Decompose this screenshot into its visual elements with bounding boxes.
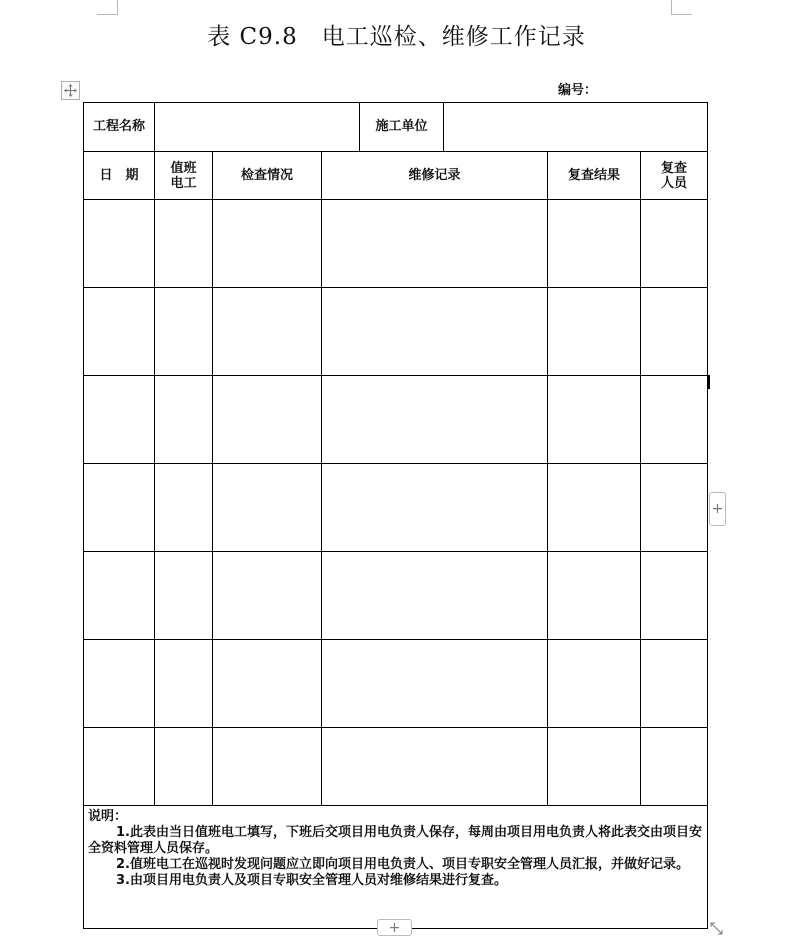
recheck-result-cell[interactable] — [548, 552, 641, 640]
inspection-cell[interactable] — [213, 376, 322, 464]
rechecker-cell[interactable] — [641, 640, 708, 728]
maintenance-cell[interactable] — [322, 552, 548, 640]
duty-electrician-cell[interactable] — [155, 552, 213, 640]
page-corner-mark-left — [97, 0, 118, 15]
header-rechecker-line2: 人员 — [661, 175, 688, 191]
rechecker-cell[interactable] — [641, 728, 708, 806]
maintenance-cell[interactable] — [322, 200, 548, 288]
recheck-result-cell[interactable] — [548, 640, 641, 728]
note-item-1: 1.此表由当日值班电工填写，下班后交项目用电负责人保存，每周由项目用电负责人将此表交由项目安全资料管理人员保存。 — [88, 825, 702, 856]
inspection-cell[interactable] — [213, 288, 322, 376]
date-cell[interactable] — [84, 640, 155, 728]
duty-electrician-cell[interactable] — [155, 200, 213, 288]
header-date: 日 期 — [84, 152, 155, 200]
recheck-result-cell[interactable] — [548, 288, 641, 376]
inspection-record-table — [83, 102, 708, 929]
header-duty-line1: 值班 — [170, 160, 197, 176]
table-row — [84, 728, 708, 806]
duty-electrician-cell[interactable] — [155, 288, 213, 376]
duty-electrician-cell[interactable] — [155, 728, 213, 806]
inspection-cell[interactable] — [213, 464, 322, 552]
header-duty-electrician — [155, 152, 213, 200]
recheck-result-cell[interactable] — [548, 376, 641, 464]
maintenance-cell[interactable] — [322, 288, 548, 376]
header-recheck-result: 复查结果 — [548, 152, 641, 200]
note-item-3: 3.由项目用电负责人及项目专职安全管理人员对维修结果进行复查。 — [116, 873, 507, 888]
header-rechecker — [641, 152, 708, 200]
recheck-result-cell[interactable] — [548, 464, 641, 552]
add-row-button[interactable]: + — [377, 919, 412, 936]
duty-electrician-cell[interactable] — [155, 640, 213, 728]
notes-heading: 说明： — [88, 809, 128, 824]
date-cell[interactable] — [84, 552, 155, 640]
maintenance-cell[interactable] — [322, 728, 548, 806]
project-name-field[interactable] — [155, 103, 360, 152]
date-cell[interactable] — [84, 288, 155, 376]
recheck-result-cell[interactable] — [548, 728, 641, 806]
recheck-result-cell[interactable] — [548, 200, 641, 288]
move-icon — [64, 84, 77, 97]
construction-unit-field[interactable] — [444, 103, 708, 152]
rechecker-cell[interactable] — [641, 288, 708, 376]
add-column-button[interactable]: + — [709, 492, 726, 526]
note-item-2: 2.值班电工在巡视时发现问题应立即向项目用电负责人、项目专职安全管理人员汇报，并做好记录。 — [116, 857, 689, 872]
maintenance-cell[interactable] — [322, 464, 548, 552]
table-row — [84, 200, 708, 288]
date-cell[interactable] — [84, 728, 155, 806]
page-corner-mark-right — [671, 0, 692, 15]
resize-icon — [710, 922, 723, 935]
table-move-handle[interactable] — [61, 81, 80, 100]
rechecker-cell[interactable] — [641, 552, 708, 640]
notes-cell — [84, 806, 708, 929]
table-row — [84, 640, 708, 728]
date-cell[interactable] — [84, 376, 155, 464]
maintenance-cell[interactable] — [322, 640, 548, 728]
project-name-label: 工程名称 — [84, 103, 155, 152]
notes-row — [84, 806, 708, 929]
table-row — [84, 376, 708, 464]
document-title: 表 C9.8 电工巡检、维修工作记录 — [207, 24, 586, 50]
rechecker-cell[interactable] — [641, 464, 708, 552]
maintenance-cell[interactable] — [322, 376, 548, 464]
rechecker-cell[interactable] — [641, 200, 708, 288]
table-row — [84, 288, 708, 376]
construction-unit-label: 施工单位 — [360, 103, 444, 152]
column-header-row — [84, 152, 708, 200]
inspection-cell[interactable] — [213, 640, 322, 728]
header-duty-line2: 电工 — [170, 175, 197, 191]
text-cursor — [708, 375, 710, 389]
code-number-label: 编号： — [558, 83, 598, 98]
date-cell[interactable] — [84, 464, 155, 552]
header-inspection: 检查情况 — [213, 152, 322, 200]
date-cell[interactable] — [84, 200, 155, 288]
table-row — [84, 552, 708, 640]
duty-electrician-cell[interactable] — [155, 376, 213, 464]
duty-electrician-cell[interactable] — [155, 464, 213, 552]
inspection-cell[interactable] — [213, 552, 322, 640]
header-rechecker-line1: 复查 — [661, 160, 688, 176]
header-maintenance: 维修记录 — [322, 152, 548, 200]
rechecker-cell[interactable] — [641, 376, 708, 464]
project-info-row — [84, 103, 708, 152]
table-row — [84, 464, 708, 552]
inspection-cell[interactable] — [213, 728, 322, 806]
table-resize-handle[interactable] — [708, 920, 724, 936]
inspection-cell[interactable] — [213, 200, 322, 288]
